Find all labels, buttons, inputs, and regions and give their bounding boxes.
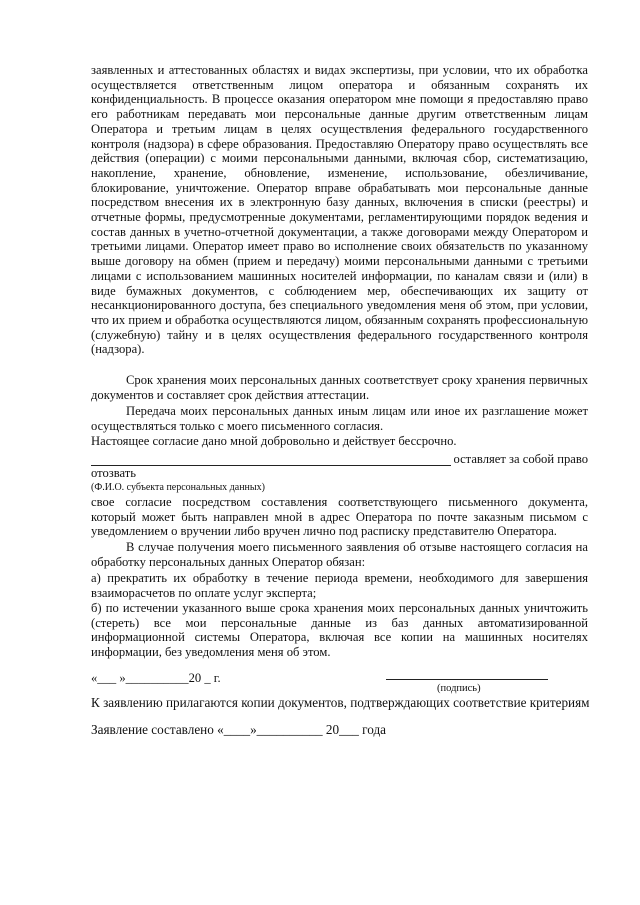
revocation-method-paragraph: свое согласие посредством составления соответствующего письменного документа, который может быть направлен мной в адрес Оператора по почте заказным письмом с уведомлением о вручении либо вручен лично под расписку представителю Оператора. [91, 495, 588, 539]
revoke-right-text: оставляет за собой право [453, 452, 588, 466]
attachments-note: К заявлению прилагаются копии документов, подтверждающих соответствие критериям [91, 695, 590, 710]
signature-line [386, 679, 548, 680]
signature-date: «___ »__________20 _ г. [91, 671, 221, 685]
fio-caption: (Ф.И.О. субъекта персональных данных) [91, 482, 265, 493]
revoke-word: отозвать [91, 466, 137, 480]
consent-paragraph-main: заявленных и аттестованных областях и видах экспертизы, при условии, что их обработка осуществляется ответственным лицом оператора и обязанным сохранять их конфиденциальность. В процессе оказания оператором мне помощи я предоставляю право его работникам передавать мои персональные данные другим ответственным лицам Оператора и третьим лицам в целях осуществления федерального государственного контроля (надзора) в сфере образования. Предоставляю Оператору право осуществлять все действия (операции) с моими персональными данными, включая сбор, систематизацию, накопление, хранение, обновление, изменение, использование, обезличивание, блокирование, уничтожение. Оператор вправе обрабатывать мои персональные данные посредством внесения их в электронную базу данных, включения в списки (реестры) и отчетные формы, предусмотренные документами, регламентирующими порядок ведения и состав данных в учетно-отчетной документации, а также договорами между Оператором и третьими лицами. Оператор имеет право во исполнение своих обязательств по указанному выше договору на обмен (прием и передачу) моими персональными данными с третьими лицами с использованием машинных носителей информации, по каналам связи и (или) в виде бумажных документов, с соблюдением мер, обеспечивающих их защиту от несанкционированного доступа, без специального уведомления меня об этом, при условии, что их прием и обработка осуществляются лицом, обязанным сохранять профессиональную (служебную) тайну и в целях осуществления федерального государственного контроля (надзора). [91, 63, 588, 357]
voluntary-consent-paragraph: Настоящее согласие дано мной добровольно и действует бессрочно. [91, 434, 457, 448]
obligation-b: б) по истечении указанного выше срока хранения моих персональных данных уничтожить (стереть) все мои персональные данные из баз данных автоматизированной информационной системы Оператора, включая все копии на машинных носителях информации, без уведомления меня об этом. [91, 601, 588, 660]
storage-term-paragraph: Срок хранения моих персональных данных соответствует сроку хранения первичных документов и составляет срок действия аттестации. [91, 373, 588, 402]
operator-obligations-paragraph: В случае получения моего письменного заявления об отзыве настоящего согласия на обработку персональных данных Оператор обязан: [91, 540, 588, 569]
transfer-paragraph: Передача моих персональных данных иным лицам или иное их разглашение может осуществляться только с моего письменного согласия. [91, 404, 588, 433]
signature-caption: (подпись) [437, 683, 481, 694]
obligation-a: а) прекратить их обработку в течение периода времени, необходимого для завершения взаиморасчетов по оплате услуг эксперта; [91, 571, 588, 600]
compiled-date: Заявление составлено «____»__________ 20___ года [91, 722, 387, 737]
